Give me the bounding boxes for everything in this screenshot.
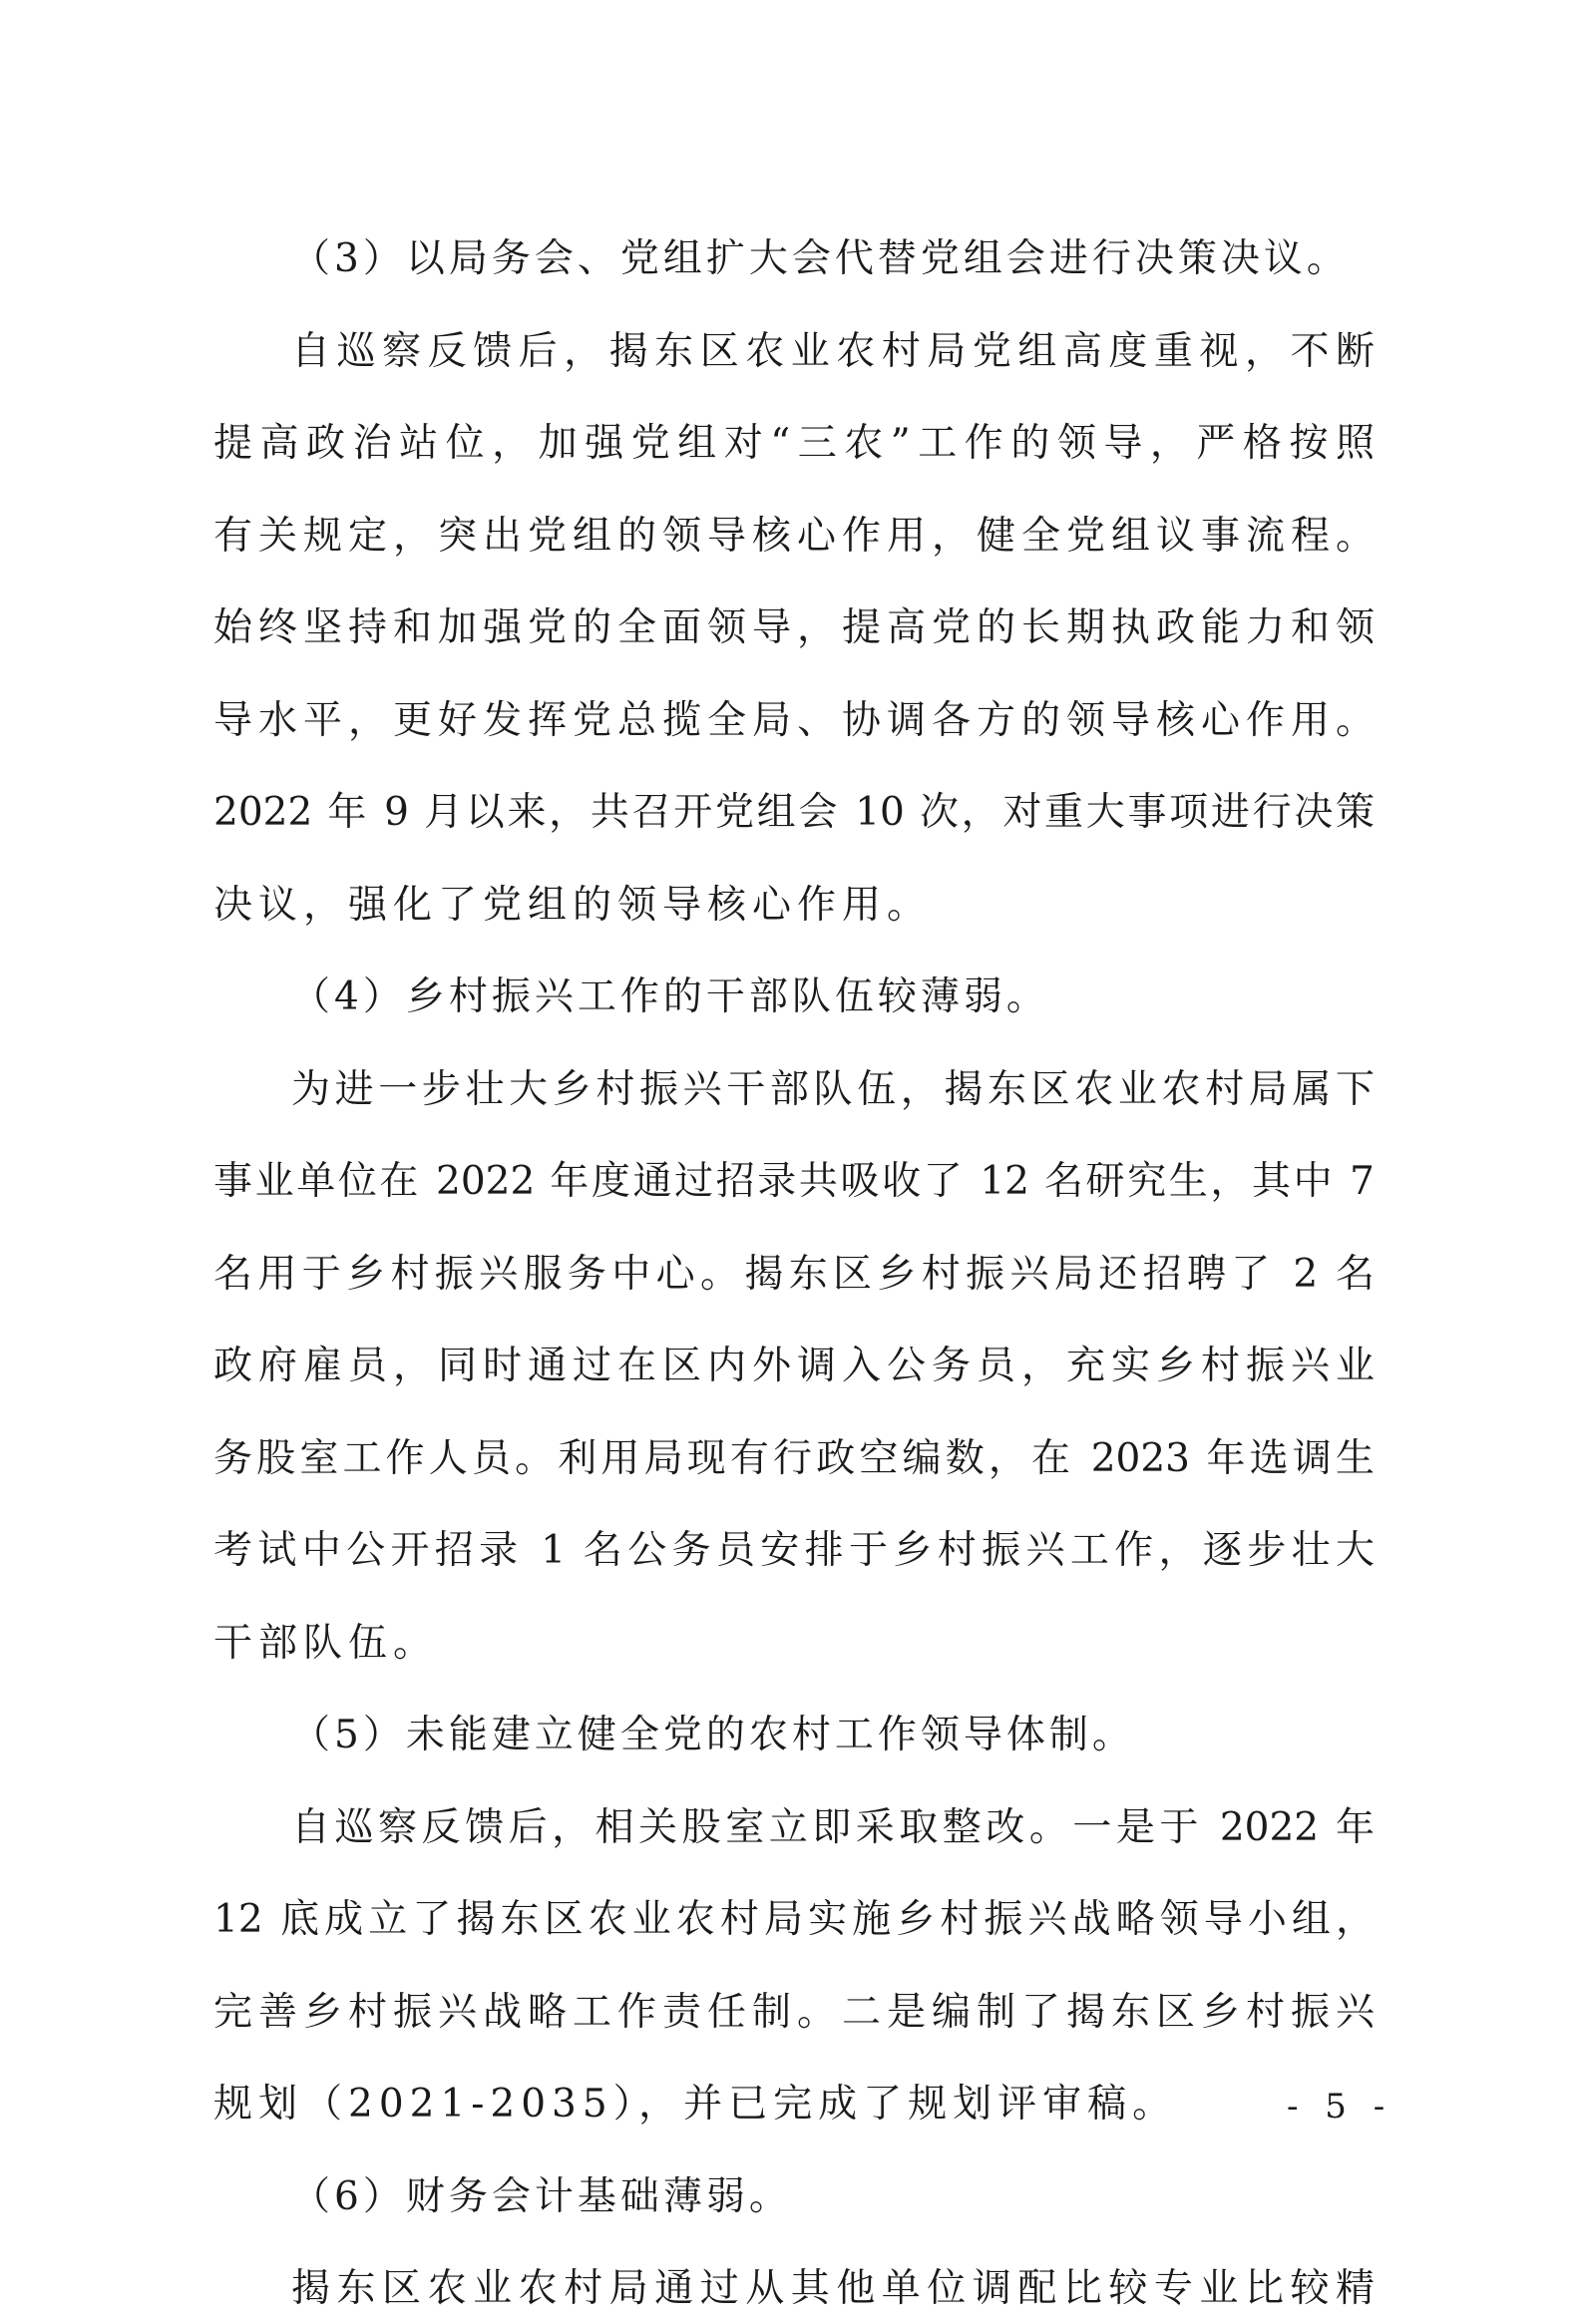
paragraph-line: 2022 年 9 月以来，共召开党组会 10 次，对重大事项进行决策 xyxy=(213,790,1375,835)
section-heading: （5）未能建立健全党的农村工作领导体制。 xyxy=(291,1713,1135,1757)
paragraph-line: 有关规定，突出党组的领导核心作用，健全党组议事流程。 xyxy=(213,513,1375,559)
paragraph-line: 政府雇员，同时通过在区内外调入公务员，充实乡村振兴业 xyxy=(213,1344,1375,1388)
paragraph-line: 决议，强化了党组的领导核心作用。 xyxy=(213,882,933,928)
paragraph-line: 干部队伍。 xyxy=(213,1620,439,1666)
paragraph-line: 完善乡村振兴战略工作责任制。二是编制了揭东区乡村振兴 xyxy=(213,1989,1375,2035)
paragraph-line: 自巡察反馈后，揭东区农业农村局党组高度重视，不断 xyxy=(291,328,1375,374)
paragraph-line: 导水平，更好发挥党总揽全局、协调各方的领导核心作用。 xyxy=(213,697,1375,743)
section-heading: （4）乡村振兴工作的干部队伍较薄弱。 xyxy=(291,974,1049,1019)
paragraph-line: 务股室工作人员。利用局现有行政空编数，在 2023 年选调生 xyxy=(213,1435,1375,1481)
page-number: - 5 - xyxy=(1287,2087,1393,2127)
paragraph-line: 名用于乡村振兴服务中心。揭东区乡村振兴局还招聘了 2 名 xyxy=(213,1251,1375,1297)
paragraph-line: 12 底成立了揭东区农业农村局实施乡村振兴战略领导小组， xyxy=(213,1897,1375,1942)
paragraph-line: 自巡察反馈后，相关股室立即采取整改。一是于 2022 年 xyxy=(291,1804,1375,1850)
paragraph-line: 事业单位在 2022 年度通过招录共吸收了 12 名研究生，其中 7 xyxy=(213,1159,1375,1204)
paragraph-line: 为进一步壮大乡村振兴干部队伍，揭东区农业农村局属下 xyxy=(291,1066,1375,1112)
paragraph-line: 揭东区农业农村局通过从其他单位调配比较专业比较精 xyxy=(291,2266,1375,2311)
section-heading: （6）财务会计基础薄弱。 xyxy=(291,2173,792,2219)
section-heading: （3）以局务会、党组扩大会代替党组会进行决策决议。 xyxy=(291,236,1350,281)
paragraph-line: 规划（2021-2035），并已完成了规划评审稿。 xyxy=(213,2082,1178,2127)
paragraph-line: 提高政治站位，加强党组对“三农”工作的领导，严格按照 xyxy=(213,421,1375,466)
paragraph-line: 考试中公开招录 1 名公务员安排于乡村振兴工作，逐步壮大 xyxy=(213,1528,1375,1573)
paragraph-line: 始终坚持和加强党的全面领导，提高党的长期执政能力和领 xyxy=(213,605,1375,650)
